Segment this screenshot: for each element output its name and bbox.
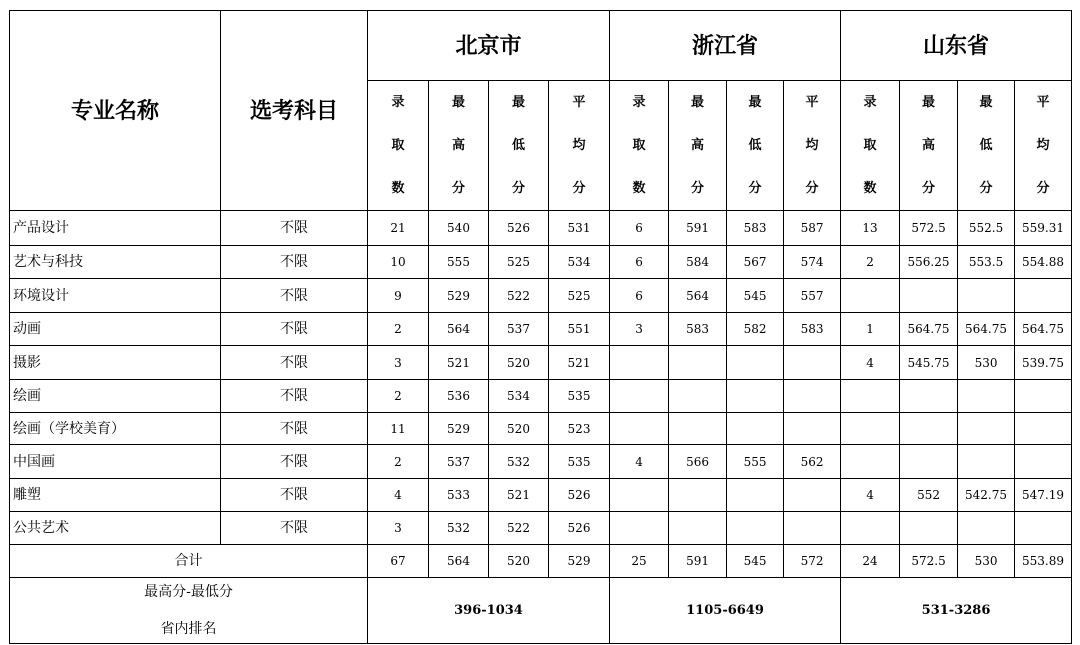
rank-label-line2: 省内排名	[160, 620, 217, 637]
total-value-cell: 24	[841, 545, 900, 578]
table-row	[10, 445, 1072, 479]
score-cell	[958, 380, 1015, 413]
score-cell: 536	[429, 380, 489, 413]
score-cell: 534	[549, 246, 610, 279]
subheader-char: 低	[511, 138, 525, 153]
subheader-char: 分	[451, 181, 465, 196]
score-cell	[610, 479, 669, 512]
score-cell: 574	[784, 246, 841, 279]
score-cell	[784, 346, 841, 380]
province-rank-cell: 396-1034	[368, 578, 610, 644]
score-cell	[1015, 413, 1072, 445]
total-value-cell: 572	[784, 545, 841, 578]
score-cell	[900, 445, 958, 479]
score-cell	[841, 512, 900, 545]
score-cell	[1015, 445, 1072, 479]
subheader-char: 分	[805, 181, 819, 196]
subject-cell: 不限	[221, 380, 368, 413]
major-name-cell: 艺术与科技	[10, 246, 221, 279]
major-name-cell: 公共艺术	[10, 512, 221, 545]
score-cell: 540	[429, 211, 489, 246]
score-cell: 553.5	[958, 246, 1015, 279]
subject-cell: 不限	[221, 512, 368, 545]
subheader-lowest-score-0	[489, 81, 549, 211]
score-cell: 555	[429, 246, 489, 279]
score-cell	[727, 512, 784, 545]
score-cell: 584	[669, 246, 727, 279]
table-row	[10, 413, 1072, 445]
subheader-char: 最	[748, 95, 762, 110]
score-cell	[958, 279, 1015, 313]
admission-score-table	[9, 10, 1072, 644]
score-cell: 4	[610, 445, 669, 479]
score-cell: 4	[841, 346, 900, 380]
score-cell	[727, 346, 784, 380]
table-row	[10, 380, 1072, 413]
subject-cell: 不限	[221, 445, 368, 479]
score-cell	[610, 346, 669, 380]
subheader-char: 录	[391, 95, 405, 110]
table-row	[10, 479, 1072, 512]
major-name-cell: 中国画	[10, 445, 221, 479]
score-cell: 2	[368, 380, 429, 413]
subheader-average-score-0	[549, 81, 610, 211]
score-cell	[841, 380, 900, 413]
subheader-char: 数	[863, 181, 877, 196]
total-label: 合计	[10, 545, 368, 578]
score-cell: 526	[549, 512, 610, 545]
score-cell	[669, 380, 727, 413]
major-name-cell: 绘画（学校美育）	[10, 413, 221, 445]
score-cell: 566	[669, 445, 727, 479]
table-row	[10, 313, 1072, 346]
score-cell	[958, 445, 1015, 479]
subheader-char: 取	[632, 138, 646, 153]
subheader-char: 分	[572, 181, 586, 196]
subheader-char: 分	[979, 181, 993, 196]
subheader-highest-score-0	[429, 81, 489, 211]
total-value-cell: 530	[958, 545, 1015, 578]
score-cell	[784, 380, 841, 413]
score-cell: 526	[489, 211, 549, 246]
score-cell: 6	[610, 211, 669, 246]
score-cell	[784, 479, 841, 512]
subheader-char: 分	[922, 181, 936, 196]
subject-cell: 不限	[221, 246, 368, 279]
total-value-cell: 520	[489, 545, 549, 578]
score-cell: 2	[368, 313, 429, 346]
province-rank-cell: 531-3286	[841, 578, 1072, 644]
score-cell	[1015, 380, 1072, 413]
subheader-char: 最	[451, 95, 465, 110]
subheader-char: 均	[805, 138, 819, 153]
total-value-cell: 553.89	[1015, 545, 1072, 578]
subheader-char: 平	[805, 95, 819, 110]
subheader-char: 最	[922, 95, 936, 110]
score-cell: 3	[368, 346, 429, 380]
score-cell: 523	[549, 413, 610, 445]
table-row	[10, 246, 1072, 279]
subheader-char: 高	[451, 138, 465, 153]
score-cell: 530	[958, 346, 1015, 380]
major-name-cell: 绘画	[10, 380, 221, 413]
score-cell	[610, 413, 669, 445]
rank-row	[10, 578, 1072, 644]
score-cell: 587	[784, 211, 841, 246]
score-cell	[841, 413, 900, 445]
score-cell: 520	[489, 346, 549, 380]
subheader-char: 均	[1036, 138, 1050, 153]
subheader-char: 高	[922, 138, 936, 153]
score-cell	[727, 380, 784, 413]
score-cell	[841, 279, 900, 313]
score-cell: 525	[549, 279, 610, 313]
score-cell	[958, 512, 1015, 545]
score-cell	[669, 346, 727, 380]
score-cell: 521	[429, 346, 489, 380]
score-cell	[669, 413, 727, 445]
total-value-cell: 545	[727, 545, 784, 578]
score-cell: 552.5	[958, 211, 1015, 246]
subheader-char: 数	[391, 181, 405, 196]
score-cell: 572.5	[900, 211, 958, 246]
subheader-lowest-score-1	[727, 81, 784, 211]
subheader-char: 分	[511, 181, 525, 196]
score-cell: 557	[784, 279, 841, 313]
subheader-char: 分	[748, 181, 762, 196]
score-cell: 582	[727, 313, 784, 346]
total-value-cell: 591	[669, 545, 727, 578]
subject-cell: 不限	[221, 313, 368, 346]
subheader-char: 最	[691, 95, 705, 110]
total-value-cell: 564	[429, 545, 489, 578]
subheader-char: 分	[691, 181, 705, 196]
score-cell: 521	[549, 346, 610, 380]
score-cell: 3	[610, 313, 669, 346]
table-row	[10, 512, 1072, 545]
score-cell: 10	[368, 246, 429, 279]
subheader-char: 录	[863, 95, 877, 110]
score-cell	[1015, 512, 1072, 545]
table-row	[10, 346, 1072, 380]
subheader-highest-score-2	[900, 81, 958, 211]
total-value-cell: 529	[549, 545, 610, 578]
score-cell	[727, 413, 784, 445]
score-cell	[669, 512, 727, 545]
score-cell	[610, 512, 669, 545]
score-cell: 2	[841, 246, 900, 279]
subject-cell: 不限	[221, 346, 368, 380]
score-cell: 545.75	[900, 346, 958, 380]
score-cell	[784, 512, 841, 545]
score-cell: 9	[368, 279, 429, 313]
score-cell	[669, 479, 727, 512]
score-cell: 554.88	[1015, 246, 1072, 279]
subheader-lowest-score-2	[958, 81, 1015, 211]
score-cell: 535	[549, 445, 610, 479]
subheader-char: 录	[632, 95, 646, 110]
score-cell: 522	[489, 512, 549, 545]
score-cell	[900, 512, 958, 545]
score-cell	[784, 413, 841, 445]
score-cell	[958, 413, 1015, 445]
subheader-admitted-count-1	[610, 81, 669, 211]
score-cell: 532	[429, 512, 489, 545]
score-cell	[900, 279, 958, 313]
score-cell: 559.31	[1015, 211, 1072, 246]
score-cell: 591	[669, 211, 727, 246]
score-cell: 556.25	[900, 246, 958, 279]
subheader-highest-score-1	[669, 81, 727, 211]
score-cell: 535	[549, 380, 610, 413]
score-cell: 533	[429, 479, 489, 512]
subheader-admitted-count-2	[841, 81, 900, 211]
score-cell: 547.19	[1015, 479, 1072, 512]
score-cell: 567	[727, 246, 784, 279]
subheader-char: 均	[572, 138, 586, 153]
score-cell	[610, 380, 669, 413]
subheader-char: 取	[391, 138, 405, 153]
score-cell: 2	[368, 445, 429, 479]
score-cell: 532	[489, 445, 549, 479]
score-cell: 583	[784, 313, 841, 346]
score-cell: 1	[841, 313, 900, 346]
subject-requirement-header: 选考科目	[221, 11, 368, 211]
score-cell	[841, 445, 900, 479]
total-value-cell: 25	[610, 545, 669, 578]
score-cell: 545	[727, 279, 784, 313]
subheader-char: 低	[748, 138, 762, 153]
score-cell: 3	[368, 512, 429, 545]
subheader-char: 数	[632, 181, 646, 196]
score-cell: 555	[727, 445, 784, 479]
major-name-cell: 动画	[10, 313, 221, 346]
subheader-char: 低	[979, 138, 993, 153]
score-cell	[900, 380, 958, 413]
score-cell: 529	[429, 413, 489, 445]
score-cell: 583	[669, 313, 727, 346]
score-cell: 551	[549, 313, 610, 346]
major-name-header: 专业名称	[10, 11, 221, 211]
major-name-cell: 摄影	[10, 346, 221, 380]
score-cell: 564.75	[958, 313, 1015, 346]
subheader-char: 最	[511, 95, 525, 110]
subheader-admitted-count-0	[368, 81, 429, 211]
score-cell: 526	[549, 479, 610, 512]
subject-cell: 不限	[221, 413, 368, 445]
score-cell: 564.75	[900, 313, 958, 346]
major-name-cell: 产品设计	[10, 211, 221, 246]
score-cell: 521	[489, 479, 549, 512]
score-cell	[1015, 279, 1072, 313]
total-row	[10, 545, 1072, 578]
table-row	[10, 279, 1072, 313]
score-cell: 522	[489, 279, 549, 313]
province-header-beijing: 北京市	[368, 11, 610, 81]
subheader-average-score-1	[784, 81, 841, 211]
score-cell: 6	[610, 246, 669, 279]
score-cell: 537	[429, 445, 489, 479]
subheader-char: 最	[979, 95, 993, 110]
score-cell: 13	[841, 211, 900, 246]
score-cell: 537	[489, 313, 549, 346]
score-cell: 562	[784, 445, 841, 479]
score-cell: 6	[610, 279, 669, 313]
subheader-char: 平	[572, 95, 586, 110]
total-value-cell: 572.5	[900, 545, 958, 578]
score-cell: 583	[727, 211, 784, 246]
major-name-cell: 雕塑	[10, 479, 221, 512]
score-cell: 564	[429, 313, 489, 346]
subheader-char: 取	[863, 138, 877, 153]
score-cell: 11	[368, 413, 429, 445]
major-name-cell: 环境设计	[10, 279, 221, 313]
subheader-char: 高	[691, 138, 705, 153]
score-cell: 520	[489, 413, 549, 445]
rank-label	[10, 578, 368, 644]
score-cell: 564.75	[1015, 313, 1072, 346]
score-cell: 529	[429, 279, 489, 313]
score-cell: 552	[900, 479, 958, 512]
score-cell: 542.75	[958, 479, 1015, 512]
subject-cell: 不限	[221, 479, 368, 512]
table-row	[10, 211, 1072, 246]
score-cell: 539.75	[1015, 346, 1072, 380]
score-cell: 21	[368, 211, 429, 246]
rank-label-line1: 最高分-最低分	[144, 583, 233, 600]
score-cell: 525	[489, 246, 549, 279]
subject-cell: 不限	[221, 279, 368, 313]
score-cell: 4	[841, 479, 900, 512]
subject-cell: 不限	[221, 211, 368, 246]
total-value-cell: 67	[368, 545, 429, 578]
score-cell	[727, 479, 784, 512]
score-cell: 534	[489, 380, 549, 413]
score-cell: 531	[549, 211, 610, 246]
score-cell	[900, 413, 958, 445]
score-cell: 4	[368, 479, 429, 512]
subheader-char: 平	[1036, 95, 1050, 110]
province-rank-cell: 1105-6649	[610, 578, 841, 644]
score-cell: 564	[669, 279, 727, 313]
province-header-shandong: 山东省	[841, 11, 1072, 81]
subheader-char: 分	[1036, 181, 1050, 196]
province-header-zhejiang: 浙江省	[610, 11, 841, 81]
subheader-average-score-2	[1015, 81, 1072, 211]
